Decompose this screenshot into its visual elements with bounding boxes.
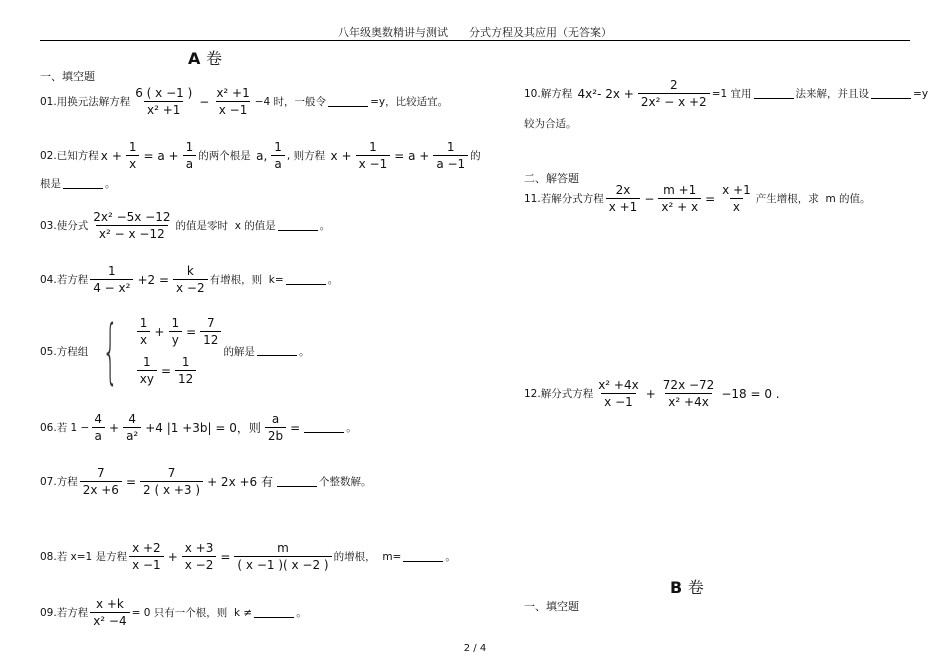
q08-frac3: [234, 541, 331, 572]
q08-f2-num: x +3: [184, 541, 214, 555]
q01-op: −: [199, 94, 210, 109]
volume-a-title: [188, 46, 222, 69]
q01-f2-num: x² +1: [216, 86, 250, 100]
q06-mid: +4 |1 +3b| = 0，则: [145, 421, 261, 435]
q03-end: 。: [319, 220, 331, 232]
q05-r1c-num: 7: [206, 316, 215, 330]
q04-frac2: [173, 264, 208, 295]
q08-f1-num: x +2: [132, 541, 161, 555]
q06-prefix: 06.若 1 −: [40, 422, 90, 434]
q07-blank: [277, 477, 317, 487]
q09-frac: [90, 597, 129, 628]
q10-num: 2: [669, 78, 678, 92]
q05-r1-frac3: [200, 316, 221, 347]
volume-b-letter: B: [670, 578, 683, 597]
q07-frac1: [80, 466, 122, 497]
q11-op: −: [644, 191, 655, 206]
q02-frac2: [183, 140, 197, 171]
q08-m: m=: [382, 550, 402, 563]
q05-r1c-den: 12: [200, 331, 221, 347]
q05-brace: {: [102, 310, 119, 392]
q04-f2-num: k: [186, 264, 194, 278]
q10-mid: 法来解，并且设: [795, 88, 870, 100]
q03-prefix: 03.使分式: [40, 220, 89, 232]
q05-r2a-den: xy: [137, 370, 157, 386]
q05-r1b-num: 1: [171, 316, 180, 330]
q09-num: x +k: [95, 597, 124, 611]
q09-end: 。: [296, 607, 307, 619]
q12-op: +: [645, 386, 656, 401]
question-07: [40, 466, 372, 497]
q02-plus2: +: [341, 148, 352, 163]
q02-x2: x: [330, 148, 338, 163]
question-02-line2: [40, 176, 116, 191]
section-fill-blank-a: 一、填空题: [40, 70, 95, 83]
question-10-line2: 较为合适。: [524, 118, 577, 130]
q02-roots: a,: [256, 148, 268, 163]
volume-b-title: [670, 575, 704, 598]
q01-f1-den: x² +1: [144, 101, 183, 117]
question-12: [524, 378, 782, 409]
question-05: [40, 310, 310, 392]
q04-mid: +2 =: [137, 272, 169, 287]
q09-blank: [254, 608, 294, 618]
q02-line2: 根是: [40, 178, 61, 190]
q04-post: 有增根，则: [209, 274, 263, 286]
q11-prefix: 11.若解分式方程: [524, 193, 604, 205]
q09-post: = 0 只有一个根，则: [131, 607, 228, 619]
q07-end: 个整数解。: [319, 476, 372, 488]
q11-f3-num: x +1: [722, 183, 751, 197]
question-06: [40, 412, 357, 443]
q08-frac2: [182, 541, 217, 572]
q10-blank2: [871, 89, 911, 99]
q04-k: k=: [268, 273, 284, 286]
q11-post: 产生增根，求: [755, 193, 819, 205]
q02-frac4: [356, 140, 391, 171]
q11-eq: =: [705, 191, 716, 206]
q02-blank: [63, 179, 103, 189]
q05-r1-frac2: [168, 316, 182, 347]
q02-eq-a2: = a +: [394, 148, 430, 163]
q10-blank1: [754, 89, 794, 99]
q04-end: 。: [327, 274, 339, 286]
q05-r1a-num: 1: [139, 316, 148, 330]
q07-f2-num: 7: [167, 466, 176, 480]
q02-mid: 的两个根是: [198, 150, 251, 162]
q11-f1-num: 2x: [615, 183, 631, 197]
q07-f1-den: 2x +6: [80, 481, 122, 497]
q02-f1-den: x: [126, 155, 139, 171]
q12-prefix: 12.解分式方程: [524, 388, 594, 400]
question-01: [40, 86, 448, 117]
q05-r1b-den: y: [169, 331, 182, 347]
q06-f1-den: a: [92, 427, 105, 443]
q05-r2c-den: 12: [175, 370, 196, 386]
q03-x: x 的值是: [234, 220, 276, 232]
q04-f2-den: x −2: [173, 279, 208, 295]
q01-f1-num: 6 ( x −1 ): [135, 86, 193, 100]
q08-f2-den: x −2: [182, 556, 217, 572]
question-04: [40, 264, 338, 295]
q02-f4-den: x −1: [356, 155, 391, 171]
q02-f2-num: 1: [185, 140, 194, 154]
q02-mid2: , 则方程: [286, 150, 326, 162]
question-10: [524, 78, 928, 109]
volume-a-letter: A: [188, 49, 201, 68]
q02-frac5: [433, 140, 468, 171]
q03-num: 2x² −5x −12: [93, 210, 171, 224]
q08-f3-num: m: [277, 541, 289, 555]
q10-frac: [638, 78, 710, 109]
question-03: [40, 210, 330, 241]
q06-blank: [304, 423, 344, 433]
q08-post: 的增根，: [333, 551, 376, 563]
question-11: [524, 183, 871, 214]
q11-frac3: [719, 183, 754, 214]
q09-prefix: 09.若方程: [40, 607, 89, 619]
q08-f1-den: x −1: [129, 556, 164, 572]
q12-f2-num: 72x −72: [662, 378, 715, 392]
section-answer: 二、解答题: [524, 172, 579, 185]
q10-prefix: 10.解方程: [524, 88, 573, 100]
q07-f2-den: 2 ( x +3 ): [140, 481, 203, 497]
q02-f1-num: 1: [128, 140, 137, 154]
page-number: 2 / 4: [463, 643, 487, 654]
q02-frac3: [271, 140, 285, 171]
q05-rows: [135, 316, 224, 386]
q02-end: 。: [105, 178, 116, 190]
q07-f1-num: 7: [97, 466, 105, 480]
q11-f1-den: x +1: [606, 198, 641, 214]
q05-system: [88, 310, 223, 392]
q07-frac2: [140, 466, 203, 497]
question-02: [40, 140, 481, 171]
q07-prefix: 07.方程: [40, 476, 78, 488]
q05-r1a-den: x: [137, 331, 150, 347]
header-title: 八年级奥数精讲与测试: [338, 26, 448, 39]
header-rule: [40, 40, 910, 41]
q05-row2: [135, 355, 224, 386]
q05-end: 。: [298, 345, 310, 358]
q06-end: 。: [346, 422, 357, 434]
q12-f1-num: x² +4x: [598, 378, 639, 392]
q04-f1-num: 1: [108, 264, 116, 278]
q12-frac1: [595, 378, 642, 409]
q11-f2-den: x² + x: [658, 198, 701, 214]
q02-f4-num: 1: [369, 140, 377, 154]
q05-r2-eq: =: [160, 363, 172, 378]
q06-eq: =: [290, 420, 301, 435]
q09-k: k ≠: [233, 606, 253, 619]
q10-eq: =y: [913, 87, 929, 100]
q03-post: 的值是零时: [175, 220, 228, 232]
q02-x: x: [100, 148, 108, 163]
q04-f1-den: 4 − x²: [90, 279, 133, 295]
q06-f3-den: 2b: [265, 427, 286, 443]
section-fill-blank-b: 一、填空题: [524, 600, 579, 613]
page-header: [0, 24, 950, 40]
q09-den: x² −4: [90, 612, 129, 628]
q01-f2-den: x −1: [216, 101, 251, 117]
q11-m: m 的值。: [825, 193, 871, 205]
q10-den: 2x² − x +2: [638, 93, 710, 109]
q01-prefix: 01.用换元法解方程: [40, 96, 131, 108]
q01-post: −4 时，一般令: [254, 96, 327, 108]
q08-prefix: 08.若 x=1 是方程: [40, 551, 128, 563]
q12-f1-den: x −1: [601, 393, 636, 409]
q02-de: 的: [470, 150, 481, 162]
header-subtitle: 分式方程及其应用（无答案）: [468, 26, 612, 39]
question-09: [40, 597, 307, 628]
q02-plus: +: [111, 148, 122, 163]
q05-r1-eq: =: [186, 324, 197, 339]
q12-frac2: [660, 378, 718, 409]
q06-f3-num: a: [271, 412, 280, 426]
q11-f2-num: m +1: [663, 183, 697, 197]
q08-f3-den: ( x −1 )( x −2 ): [234, 556, 331, 572]
q08-end: 。: [445, 551, 456, 563]
q05-row1: [135, 316, 224, 347]
volume-b-char: 卷: [687, 578, 704, 597]
q02-f3-num: 1: [274, 140, 282, 154]
q04-prefix: 04.若方程: [40, 274, 89, 286]
q02-f3-den: a: [271, 155, 284, 171]
q02-f5-num: 1: [446, 140, 455, 154]
q08-blank: [403, 552, 443, 562]
volume-a-char: 卷: [205, 49, 222, 68]
q05-r2-frac1: [137, 355, 157, 386]
question-08: [40, 541, 456, 572]
q03-blank: [278, 221, 318, 231]
q06-frac3: [265, 412, 286, 443]
q12-f2-den: x² +4x: [665, 393, 712, 409]
q05-r2a-num: 1: [143, 355, 151, 369]
q02-prefix: 02.已知方程: [40, 150, 99, 162]
q04-blank: [286, 275, 326, 285]
q11-f3-den: x: [730, 198, 743, 214]
q05-r2c-num: 1: [181, 355, 190, 369]
q06-f2-num: 4: [128, 412, 136, 426]
q05-post: 的解是: [223, 345, 255, 358]
q11-frac1: [606, 183, 641, 214]
q03-den: x² − x −12: [96, 225, 168, 241]
q06-frac1: [91, 412, 105, 443]
q05-r1-op: +: [154, 324, 165, 339]
q07-mid: + 2x +6 有: [207, 475, 273, 489]
q02-f2-den: a: [183, 155, 196, 171]
q06-f2-den: a²: [123, 427, 141, 443]
q02-eq-a: = a +: [143, 148, 179, 163]
q07-eq: =: [125, 474, 137, 489]
q08-eq: =: [220, 549, 231, 564]
q06-frac2: [123, 412, 141, 443]
q06-f1-num: 4: [94, 412, 102, 426]
q01-frac2: [213, 86, 252, 117]
q02-f5-den: a −1: [433, 155, 468, 171]
q10-post: =1 宜用: [711, 88, 752, 100]
q02-frac1: [126, 140, 140, 171]
q05-prefix: 05.方程组: [40, 345, 89, 358]
q01-frac1: [132, 86, 195, 117]
q11-frac2: [658, 183, 701, 214]
q05-blank: [257, 346, 297, 356]
q01-blank: [328, 97, 368, 107]
q10-body: 4x²- 2x +: [577, 86, 634, 101]
q01-end: =y，比较适宜。: [370, 96, 449, 108]
q08-op: +: [167, 549, 178, 564]
q06-op: +: [109, 420, 120, 435]
q03-frac: [90, 210, 173, 241]
q05-r1-frac1: [137, 316, 151, 347]
q08-frac1: [129, 541, 164, 572]
q12-post: −18 = 0 .: [721, 386, 780, 401]
q05-r2-frac2: [175, 355, 196, 386]
q04-frac1: [90, 264, 133, 295]
